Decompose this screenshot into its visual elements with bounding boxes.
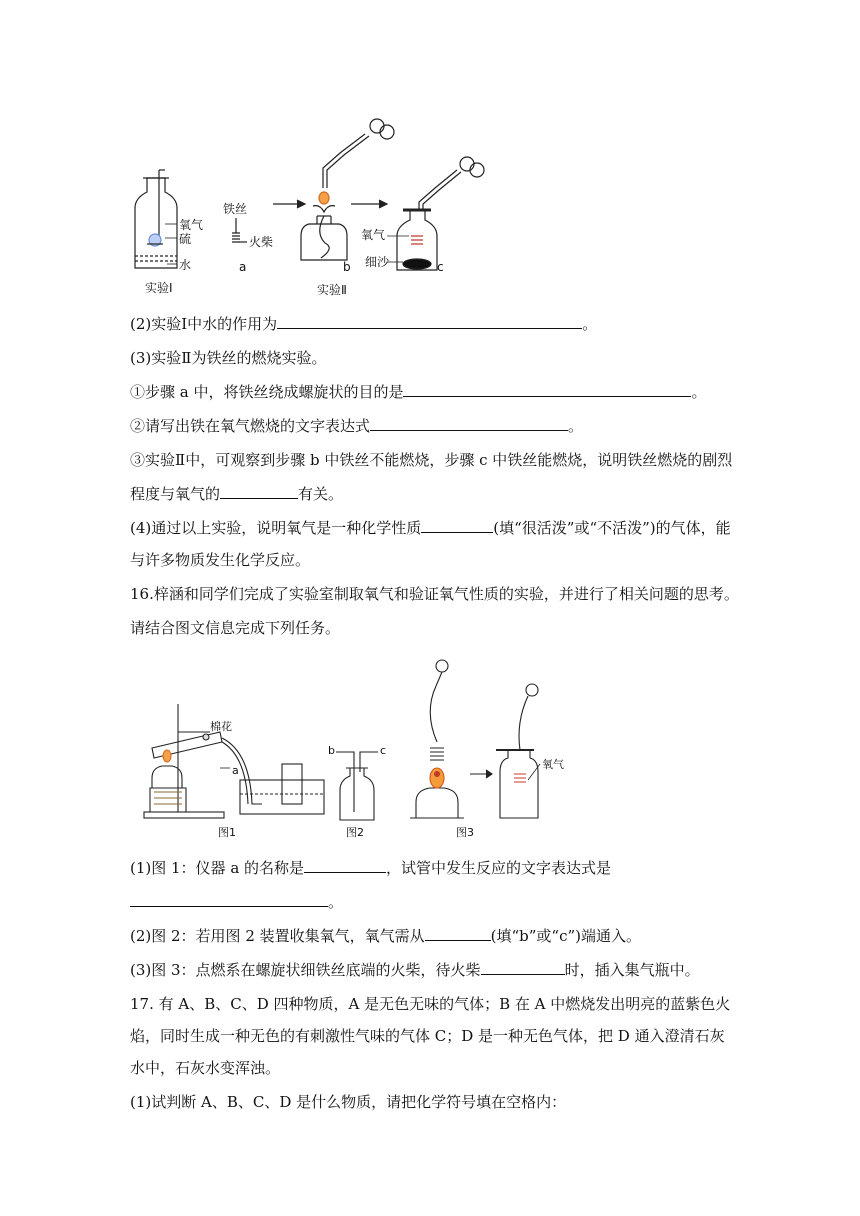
answer-blank-reaction-equation[interactable] bbox=[130, 892, 328, 907]
caption-figure-1: 图1 bbox=[218, 826, 236, 839]
q15-item2: ②请写出铁在氧气燃烧的文字表达式 。 bbox=[130, 417, 584, 435]
q15-item3-line1: ③实验Ⅱ中，可观察到步骤 b 中铁丝不能燃烧，步骤 c 中铁丝能燃烧，说明铁丝燃烧的剧烈 bbox=[130, 451, 733, 469]
experiment-figure-1 bbox=[125, 108, 525, 303]
label-step-c: c bbox=[437, 260, 444, 274]
label-iron-wire: 铁丝 bbox=[223, 202, 248, 216]
caption-experiment-1: 实验Ⅰ bbox=[145, 281, 173, 295]
q16-part3: (3)图 3：点燃系在螺旋状细铁丝底端的火柴，待火柴 时，插入集气瓶中。 bbox=[130, 961, 700, 979]
label-port-b: b bbox=[328, 744, 335, 757]
q16-part2: (2)图 2：若用图 2 装置收集氧气，氧气需从 (填“b”或“c”)端通入。 bbox=[130, 927, 642, 945]
iron-wire-step-a bbox=[232, 218, 247, 242]
q15-part3: (3)实验Ⅱ为铁丝的燃烧实验。 bbox=[130, 349, 327, 367]
answer-blank-oxygen-factor[interactable] bbox=[220, 484, 298, 499]
answer-blank-water-role[interactable] bbox=[277, 314, 582, 329]
label-step-a: a bbox=[239, 260, 247, 274]
answer-blank-word-equation[interactable] bbox=[370, 416, 568, 431]
label-oxygen-c: 氧气 bbox=[361, 228, 386, 242]
caption-experiment-2: 实验Ⅱ bbox=[317, 283, 347, 297]
label-sulfur: 硫 bbox=[179, 232, 192, 246]
label-step-b: b bbox=[343, 260, 351, 274]
answer-blank-match-condition[interactable] bbox=[481, 960, 565, 975]
label-water: 水 bbox=[179, 258, 192, 272]
answer-blank-spiral-purpose[interactable] bbox=[403, 382, 691, 397]
q15-item3-line2: 程度与氧气的 有关。 bbox=[130, 485, 344, 503]
q15-part4-line1: (4)通过以上实验，说明氧气是一种化学性质 (填“很活泼”或“不活泼”)的气体，能 bbox=[130, 519, 731, 537]
answer-blank-inlet-port[interactable] bbox=[425, 926, 491, 941]
alcohol-lamp-step-b bbox=[301, 192, 347, 260]
q17-part1: (1)试判断 A、B、C、D 是什么物质，请把化学符号填在空格内： bbox=[130, 1093, 567, 1111]
answer-blank-activity[interactable] bbox=[421, 518, 493, 533]
label-cotton: 棉花 bbox=[210, 720, 232, 733]
label-oxygen-fig3: 氧气 bbox=[542, 758, 564, 771]
label-instrument-a: a bbox=[232, 764, 239, 777]
q15-item1: ①步骤 a 中，将铁丝绕成螺旋状的目的是 。 bbox=[130, 383, 707, 401]
arrow-b-to-c bbox=[351, 200, 387, 208]
label-fine-sand: 细沙 bbox=[365, 255, 390, 269]
label-port-c: c bbox=[380, 744, 387, 757]
q17-line1: 17. 有 A、B、C、D 四种物质，A 是无色无味的气体；B 在 A 中燃烧发出明亮的蓝紫色火 bbox=[130, 995, 731, 1013]
caption-figure-3: 图3 bbox=[456, 826, 474, 839]
experiment-figure-2 bbox=[140, 652, 564, 842]
q16-part1: (1)图 1：仪器 a 的名称是 ，试管中发生反应的文字表达式是 bbox=[130, 859, 612, 877]
caption-figure-2: 图2 bbox=[346, 826, 364, 839]
label-match: 火柴 bbox=[249, 235, 274, 249]
answer-blank-instrument-name[interactable] bbox=[304, 858, 386, 873]
q17-line3: 水中，石灰水变浑浊。 bbox=[130, 1059, 281, 1077]
crucible-tongs-b bbox=[323, 119, 394, 188]
arrow-a-to-b bbox=[273, 200, 305, 208]
q16-line2: 请结合图文信息完成下列任务。 bbox=[130, 619, 341, 637]
exp2-bottle-step-c bbox=[387, 157, 484, 270]
q17-line2: 焰，同时生成一种无色的有刺激性气味的气体 C；D 是一种无色气体，把 D 通入澄清石灰 bbox=[130, 1027, 725, 1045]
q16-line1: 16.梓涵和同学们完成了实验室制取氧气和验证氧气性质的实验，并进行了相关问题的思考。 bbox=[130, 585, 739, 603]
exp1-bottle bbox=[135, 170, 177, 268]
label-oxygen-exp1: 氧气 bbox=[179, 218, 204, 232]
fig1-apparatus bbox=[144, 704, 324, 818]
q15-part2: (2)实验Ⅰ中水的作用为 。 bbox=[130, 315, 598, 333]
q15-part4-line2: 与许多物质发生化学反应。 bbox=[130, 551, 311, 569]
q16-part1-line2: 。 bbox=[130, 892, 343, 912]
fig2-gas-bottle bbox=[336, 752, 378, 820]
fig3-iron-wire-burning bbox=[410, 660, 540, 818]
